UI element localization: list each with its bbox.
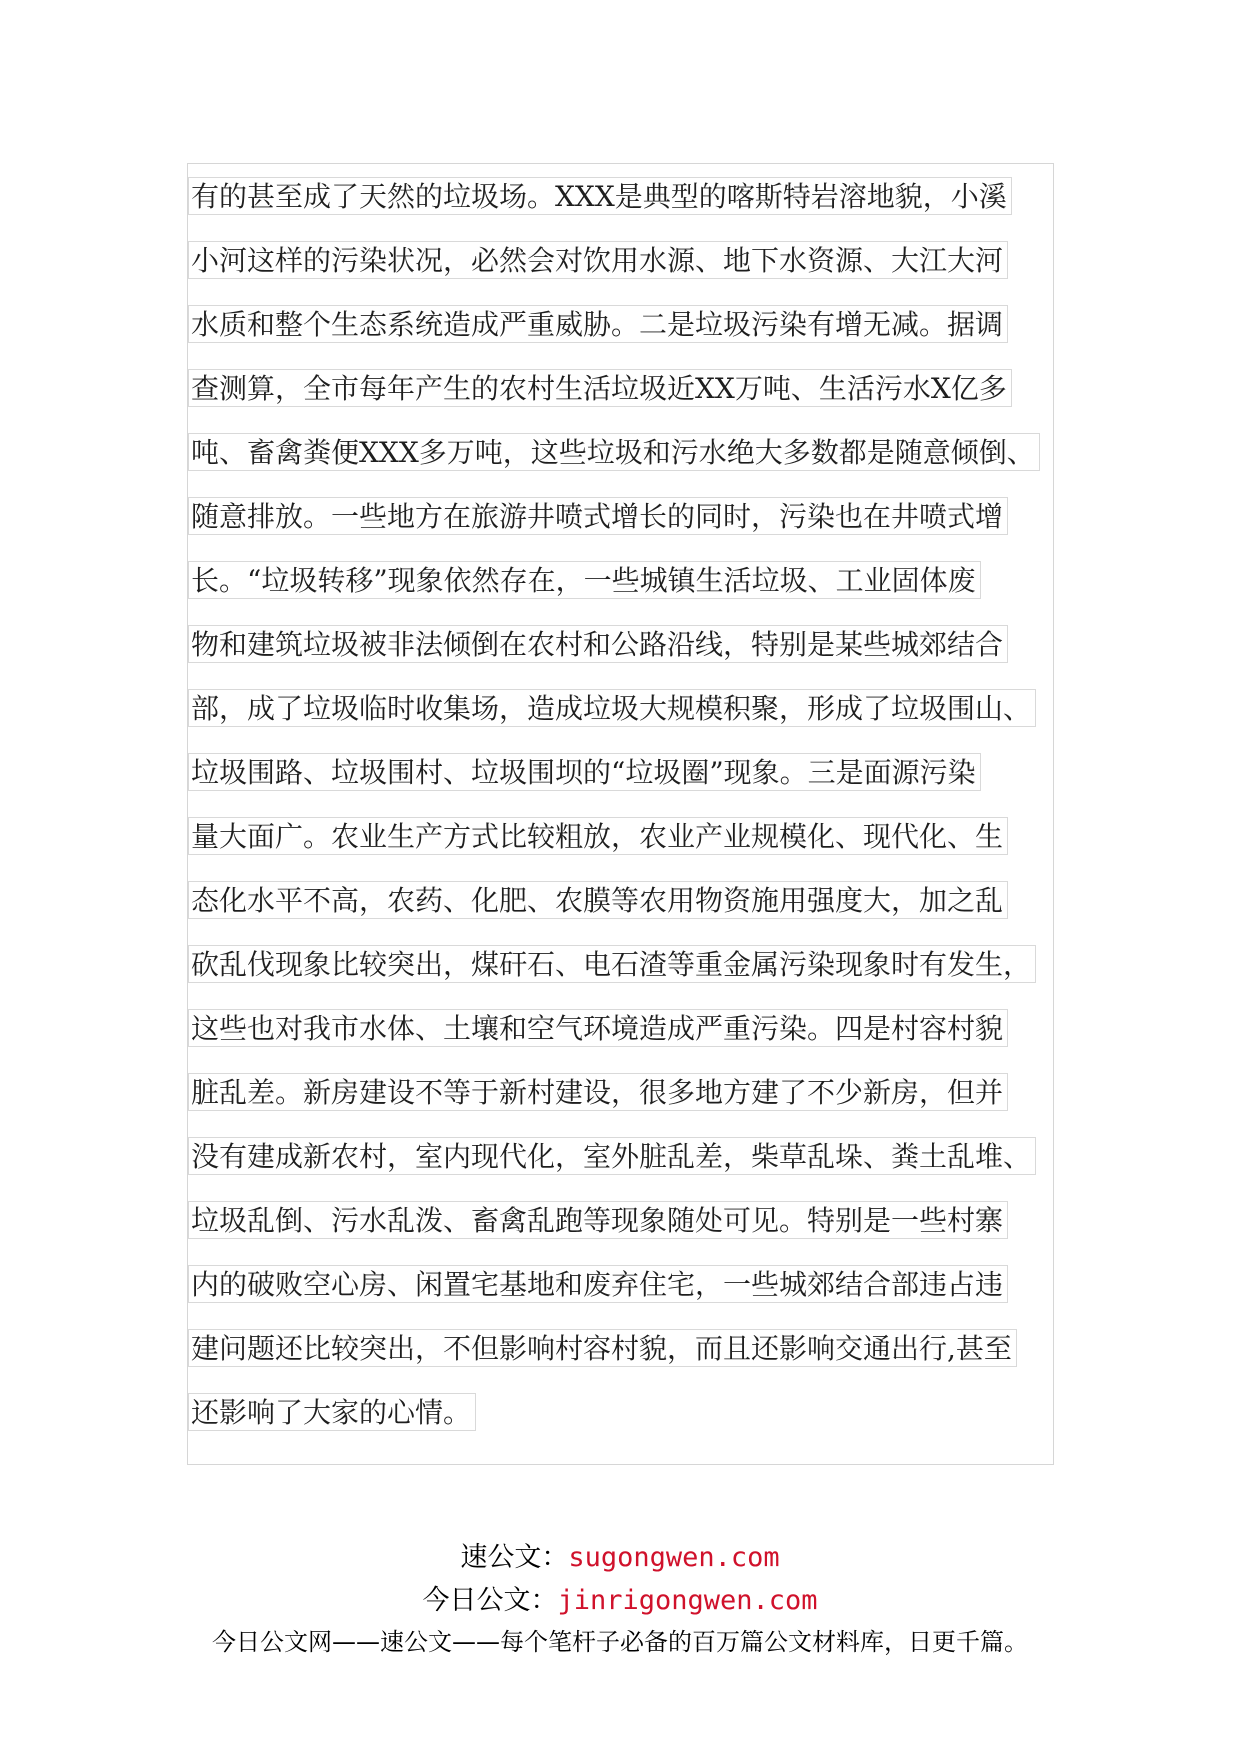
text-line: 垃圾围路、垃圾围村、垃圾围坝的“垃圾圈”现象。三是面源污染 [188,753,981,791]
text-line: 砍乱伐现象比较突出，煤矸石、电石渣等重金属污染现象时有发生， [188,945,1036,983]
text-line: 量大面广。农业生产方式比较粗放，农业产业规模化、现代化、生 [188,817,1008,855]
footer-label: 速公文： [460,1542,569,1573]
footer-slogan: 今日公文网——速公文——每个笔杆子必备的百万篇公文材料库，日更千篇。 [212,1628,1028,1656]
text-line: 垃圾乱倒、污水乱泼、畜禽乱跑等现象随处可见。特别是一些村寨 [188,1201,1008,1239]
jinrigongwen-link[interactable]: jinrigongwen.com [557,1585,818,1616]
footer-line-sugongwen [0,1540,1240,1576]
text-line: 建问题还比较突出，不但影响村容村貌，而且还影响交通出行,甚至 [188,1329,1017,1367]
sugongwen-link[interactable]: sugongwen.com [568,1542,780,1573]
text-line: 物和建筑垃圾被非法倾倒在农村和公路沿线，特别是某些城郊结合 [188,625,1008,663]
footer-line-jinrigongwen [0,1583,1240,1619]
text-line: 吨、畜禽粪便XXX多万吨，这些垃圾和污水绝大多数都是随意倾倒、 [188,433,1040,471]
text-line: 这些也对我市水体、土壤和空气环境造成严重污染。四是村容村貌 [188,1009,1008,1047]
text-line: 部，成了垃圾临时收集场，造成垃圾大规模积聚，形成了垃圾围山、 [188,689,1036,727]
text-line: 还影响了大家的心情。 [188,1393,476,1431]
text-line: 没有建成新农村，室内现代化，室外脏乱差，柴草乱垛、粪土乱堆、 [188,1137,1036,1175]
text-line: 查测算，全市每年产生的农村生活垃圾近XX万吨、生活污水X亿多 [188,369,1012,407]
text-line: 小河这样的污染状况，必然会对饮用水源、地下水资源、大江大河 [188,241,1008,279]
text-line: 态化水平不高，农药、化肥、农膜等农用物资施用强度大，加之乱 [188,881,1008,919]
text-line: 随意排放。一些地方在旅游井喷式增长的同时，污染也在井喷式增 [188,497,1008,535]
footer-label: 今日公文： [422,1585,558,1616]
text-line: 脏乱差。新房建设不等于新村建设，很多地方建了不少新房，但并 [188,1073,1008,1111]
text-line: 内的破败空心房、闲置宅基地和废弃住宅，一些城郊结合部违占违 [188,1265,1008,1303]
text-line: 长。“垃圾转移”现象依然存在，一些城镇生活垃圾、工业固体废 [188,561,981,599]
text-line: 水质和整个生态系统造成严重威胁。二是垃圾污染有增无减。据调 [188,305,1008,343]
text-line: 有的甚至成了天然的垃圾场。XXX是典型的喀斯特岩溶地貌，小溪 [188,177,1012,215]
